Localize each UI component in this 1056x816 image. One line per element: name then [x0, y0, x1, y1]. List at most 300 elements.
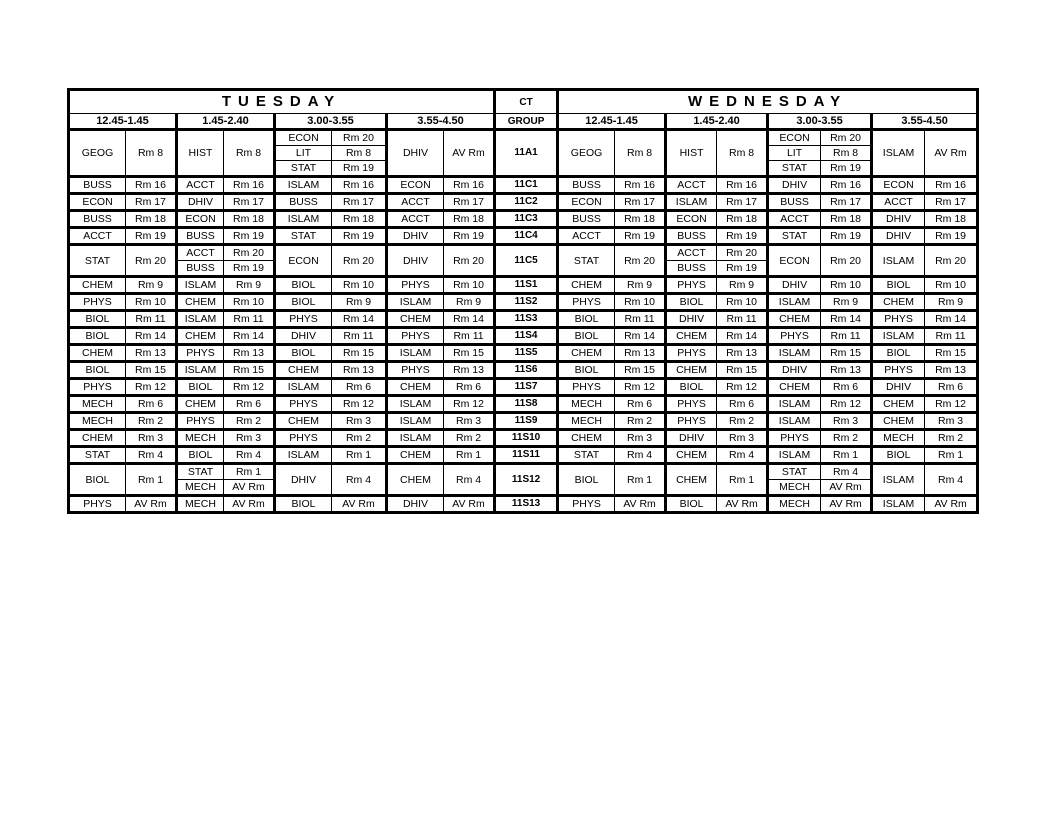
room-cell: Rm 18 — [821, 211, 872, 228]
subject-cell: ISLAM — [872, 245, 925, 277]
room-cell: Rm 18 — [925, 211, 978, 228]
subject-cell: BIOL — [69, 464, 126, 496]
subject-cell: DHIV — [275, 464, 332, 496]
subject-cell: BIOL — [275, 294, 332, 311]
subject-cell: DHIV — [387, 245, 444, 277]
subject-cell: BUSS — [666, 228, 717, 245]
subject-cell: ISLAM — [666, 194, 717, 211]
room-cell: Rm 4 — [444, 464, 495, 496]
subject-cell: ISLAM — [177, 311, 224, 328]
subject-cell: STAT — [275, 161, 332, 177]
room-cell: Rm 18 — [224, 211, 275, 228]
group-header-label: GROUP — [495, 114, 558, 130]
room-cell: Rm 19 — [717, 261, 768, 277]
subject-cell: CHEM — [69, 430, 126, 447]
subject-cell: CHEM — [768, 379, 821, 396]
room-cell: Rm 19 — [717, 228, 768, 245]
room-cell: Rm 8 — [615, 130, 666, 177]
group-cell: 11S13 — [495, 496, 558, 513]
subject-cell: BIOL — [558, 464, 615, 496]
room-cell: Rm 4 — [224, 447, 275, 464]
room-cell: Rm 19 — [126, 228, 177, 245]
room-cell: Rm 1 — [126, 464, 177, 496]
subject-cell: STAT — [558, 447, 615, 464]
subject-cell: ISLAM — [275, 211, 332, 228]
subject-cell: ECON — [768, 130, 821, 146]
subject-cell: ECON — [872, 177, 925, 194]
subject-cell: PHYS — [275, 396, 332, 413]
group-cell: 11S12 — [495, 464, 558, 496]
room-cell: Rm 13 — [444, 362, 495, 379]
room-cell: Rm 20 — [821, 130, 872, 146]
subject-cell: MECH — [177, 430, 224, 447]
room-cell: Rm 20 — [126, 245, 177, 277]
subject-cell: PHYS — [69, 294, 126, 311]
subject-cell: BIOL — [275, 345, 332, 362]
room-cell: Rm 10 — [224, 294, 275, 311]
subject-cell: PHYS — [872, 362, 925, 379]
subject-cell: ISLAM — [387, 413, 444, 430]
room-cell: Rm 1 — [332, 447, 387, 464]
room-cell: Rm 10 — [444, 277, 495, 294]
subject-cell: CHEM — [69, 277, 126, 294]
subject-cell: BIOL — [69, 328, 126, 345]
room-cell: Rm 19 — [615, 228, 666, 245]
subject-cell: LIT — [275, 146, 332, 161]
subject-cell: ACCT — [387, 211, 444, 228]
room-cell: Rm 15 — [332, 345, 387, 362]
subject-cell: CHEM — [666, 362, 717, 379]
subject-cell: ECON — [69, 194, 126, 211]
table-row — [69, 194, 978, 211]
room-cell: Rm 14 — [444, 311, 495, 328]
room-cell: AV Rm — [821, 480, 872, 496]
table-row — [69, 362, 978, 379]
room-cell: Rm 2 — [717, 413, 768, 430]
room-cell: Rm 6 — [615, 396, 666, 413]
subject-cell: ISLAM — [387, 345, 444, 362]
subject-cell: ECON — [275, 245, 332, 277]
room-cell: Rm 8 — [332, 146, 387, 161]
room-cell: Rm 12 — [224, 379, 275, 396]
time-slot-header: 1.45-2.40 — [177, 114, 275, 130]
room-cell: Rm 2 — [224, 413, 275, 430]
room-cell: Rm 17 — [126, 194, 177, 211]
subject-cell: ISLAM — [872, 496, 925, 513]
room-cell: Rm 3 — [717, 430, 768, 447]
subject-cell: BIOL — [69, 311, 126, 328]
subject-cell: BUSS — [275, 194, 332, 211]
subject-cell: DHIV — [387, 496, 444, 513]
subject-cell: ACCT — [872, 194, 925, 211]
room-cell: Rm 2 — [925, 430, 978, 447]
subject-cell: CHEM — [666, 447, 717, 464]
room-cell: Rm 13 — [821, 362, 872, 379]
subject-cell: CHEM — [666, 464, 717, 496]
room-cell: Rm 15 — [444, 345, 495, 362]
subject-cell: CHEM — [558, 345, 615, 362]
room-cell: AV Rm — [615, 496, 666, 513]
room-cell: Rm 6 — [444, 379, 495, 396]
room-cell: Rm 3 — [126, 430, 177, 447]
subject-cell: BUSS — [558, 211, 615, 228]
subject-cell: BUSS — [177, 261, 224, 277]
group-cell: 11S5 — [495, 345, 558, 362]
room-cell: AV Rm — [332, 496, 387, 513]
room-cell: Rm 6 — [224, 396, 275, 413]
subject-cell: STAT — [768, 161, 821, 177]
room-cell: Rm 8 — [821, 146, 872, 161]
subject-cell: DHIV — [872, 211, 925, 228]
room-cell: Rm 6 — [717, 396, 768, 413]
room-cell: AV Rm — [444, 496, 495, 513]
subject-cell: PHYS — [387, 362, 444, 379]
subject-cell: BIOL — [558, 311, 615, 328]
room-cell: Rm 9 — [615, 277, 666, 294]
time-slot-header: 1.45-2.40 — [666, 114, 768, 130]
subject-cell: DHIV — [666, 430, 717, 447]
room-cell: Rm 20 — [224, 245, 275, 261]
room-cell: Rm 2 — [821, 430, 872, 447]
group-cell: 11S7 — [495, 379, 558, 396]
room-cell: Rm 14 — [126, 328, 177, 345]
room-cell: Rm 9 — [821, 294, 872, 311]
room-cell: AV Rm — [126, 496, 177, 513]
time-slot-header: 12.45-1.45 — [558, 114, 666, 130]
room-cell: Rm 2 — [444, 430, 495, 447]
group-cell: 11S3 — [495, 311, 558, 328]
subject-cell: ECON — [666, 211, 717, 228]
table-row — [69, 447, 978, 464]
time-slot-header: 3.00-3.55 — [275, 114, 387, 130]
group-cell: 11C1 — [495, 177, 558, 194]
subject-cell: ISLAM — [768, 396, 821, 413]
room-cell: Rm 15 — [224, 362, 275, 379]
subject-cell: CHEM — [177, 294, 224, 311]
table-row — [69, 311, 978, 328]
room-cell: AV Rm — [925, 130, 978, 177]
room-cell: Rm 11 — [615, 311, 666, 328]
room-cell: Rm 13 — [224, 345, 275, 362]
room-cell: Rm 20 — [925, 245, 978, 277]
room-cell: Rm 17 — [224, 194, 275, 211]
subject-cell: BIOL — [558, 362, 615, 379]
subject-cell: PHYS — [666, 345, 717, 362]
table-row — [69, 396, 978, 413]
subject-cell: PHYS — [275, 311, 332, 328]
room-cell: Rm 3 — [615, 430, 666, 447]
room-cell: Rm 13 — [332, 362, 387, 379]
subject-cell: ISLAM — [872, 328, 925, 345]
subject-cell: DHIV — [387, 130, 444, 177]
room-cell: Rm 12 — [717, 379, 768, 396]
room-cell: Rm 18 — [717, 211, 768, 228]
subject-cell: ACCT — [768, 211, 821, 228]
group-cell: 11C3 — [495, 211, 558, 228]
subject-cell: ISLAM — [387, 430, 444, 447]
room-cell: Rm 3 — [332, 413, 387, 430]
subject-cell: MECH — [768, 480, 821, 496]
room-cell: Rm 13 — [615, 345, 666, 362]
subject-cell: LIT — [768, 146, 821, 161]
room-cell: Rm 10 — [126, 294, 177, 311]
room-cell: Rm 11 — [224, 311, 275, 328]
room-cell: Rm 11 — [332, 328, 387, 345]
subject-cell: ACCT — [177, 245, 224, 261]
room-cell: Rm 4 — [615, 447, 666, 464]
room-cell: Rm 6 — [925, 379, 978, 396]
room-cell: Rm 14 — [615, 328, 666, 345]
subject-cell: BIOL — [275, 277, 332, 294]
room-cell: Rm 19 — [821, 161, 872, 177]
subject-cell: PHYS — [275, 430, 332, 447]
room-cell: Rm 12 — [126, 379, 177, 396]
subject-cell: BIOL — [872, 447, 925, 464]
day-header-tuesday: TUESDAY — [69, 90, 495, 114]
room-cell: Rm 19 — [444, 228, 495, 245]
room-cell: Rm 17 — [615, 194, 666, 211]
room-cell: Rm 14 — [717, 328, 768, 345]
room-cell: Rm 9 — [332, 294, 387, 311]
subject-cell: BUSS — [69, 177, 126, 194]
subject-cell: PHYS — [558, 496, 615, 513]
subject-cell: PHYS — [69, 496, 126, 513]
room-cell: Rm 4 — [126, 447, 177, 464]
subject-cell: CHEM — [387, 464, 444, 496]
room-cell: Rm 11 — [717, 311, 768, 328]
subject-cell: PHYS — [768, 328, 821, 345]
table-row — [69, 345, 978, 362]
subject-cell: MECH — [558, 413, 615, 430]
subject-cell: STAT — [69, 447, 126, 464]
room-cell: Rm 10 — [821, 277, 872, 294]
room-cell: Rm 14 — [925, 311, 978, 328]
room-cell: Rm 12 — [444, 396, 495, 413]
room-cell: Rm 20 — [332, 245, 387, 277]
subject-cell: BUSS — [69, 211, 126, 228]
table-row — [69, 211, 978, 228]
subject-cell: BUSS — [768, 194, 821, 211]
group-cell: 11A1 — [495, 130, 558, 177]
room-cell: Rm 20 — [717, 245, 768, 261]
room-cell: Rm 13 — [717, 345, 768, 362]
room-cell: Rm 19 — [332, 161, 387, 177]
subject-cell: STAT — [177, 464, 224, 480]
group-cell: 11C4 — [495, 228, 558, 245]
subject-cell: CHEM — [387, 447, 444, 464]
room-cell: Rm 15 — [821, 345, 872, 362]
room-cell: Rm 15 — [717, 362, 768, 379]
room-cell: Rm 4 — [717, 447, 768, 464]
group-cell: 11S11 — [495, 447, 558, 464]
room-cell: Rm 11 — [925, 328, 978, 345]
room-cell: Rm 2 — [332, 430, 387, 447]
room-cell: Rm 20 — [444, 245, 495, 277]
subject-cell: PHYS — [177, 345, 224, 362]
subject-cell: DHIV — [872, 228, 925, 245]
table-row — [69, 228, 978, 245]
subject-cell: BUSS — [558, 177, 615, 194]
room-cell: Rm 10 — [717, 294, 768, 311]
group-cell: 11S1 — [495, 277, 558, 294]
subject-cell: ACCT — [69, 228, 126, 245]
subject-cell: DHIV — [768, 277, 821, 294]
subject-cell: PHYS — [666, 413, 717, 430]
subject-cell: CHEM — [387, 379, 444, 396]
room-cell: Rm 16 — [717, 177, 768, 194]
room-cell: Rm 11 — [126, 311, 177, 328]
subject-cell: PHYS — [387, 277, 444, 294]
subject-cell: CHEM — [872, 413, 925, 430]
room-cell: Rm 11 — [444, 328, 495, 345]
room-cell: Rm 18 — [615, 211, 666, 228]
subject-cell: BIOL — [558, 328, 615, 345]
subject-cell: ACCT — [177, 177, 224, 194]
subject-cell: BUSS — [177, 228, 224, 245]
subject-cell: CHEM — [177, 396, 224, 413]
subject-cell: ECON — [387, 177, 444, 194]
room-cell: Rm 1 — [925, 447, 978, 464]
room-cell: Rm 6 — [332, 379, 387, 396]
time-slot-header: 3.00-3.55 — [768, 114, 872, 130]
group-cell: 11S8 — [495, 396, 558, 413]
room-cell: Rm 1 — [821, 447, 872, 464]
time-slot-header: 12.45-1.45 — [69, 114, 177, 130]
subject-cell: MECH — [872, 430, 925, 447]
subject-cell: MECH — [69, 396, 126, 413]
room-cell: Rm 17 — [332, 194, 387, 211]
subject-cell: ISLAM — [768, 345, 821, 362]
subject-cell: DHIV — [387, 228, 444, 245]
subject-cell: GEOG — [69, 130, 126, 177]
timetable — [67, 88, 979, 514]
subject-cell: BIOL — [177, 447, 224, 464]
subject-cell: HIST — [666, 130, 717, 177]
room-cell: Rm 12 — [925, 396, 978, 413]
room-cell: AV Rm — [224, 496, 275, 513]
subject-cell: STAT — [768, 464, 821, 480]
room-cell: Rm 4 — [332, 464, 387, 496]
subject-cell: CHEM — [177, 328, 224, 345]
subject-cell: ACCT — [387, 194, 444, 211]
room-cell: Rm 3 — [224, 430, 275, 447]
room-cell: Rm 16 — [332, 177, 387, 194]
room-cell: Rm 4 — [821, 464, 872, 480]
subject-cell: ISLAM — [177, 277, 224, 294]
subject-cell: BIOL — [872, 277, 925, 294]
room-cell: Rm 10 — [332, 277, 387, 294]
room-cell: Rm 15 — [126, 362, 177, 379]
room-cell: Rm 2 — [126, 413, 177, 430]
room-cell: Rm 1 — [224, 464, 275, 480]
subject-cell: MECH — [558, 396, 615, 413]
subject-cell: BIOL — [666, 294, 717, 311]
room-cell: Rm 16 — [444, 177, 495, 194]
subject-cell: DHIV — [666, 311, 717, 328]
room-cell: Rm 10 — [925, 277, 978, 294]
room-cell: Rm 16 — [821, 177, 872, 194]
room-cell: Rm 19 — [224, 261, 275, 277]
timetable-body — [69, 130, 978, 513]
room-cell: Rm 13 — [925, 362, 978, 379]
group-cell: 11S9 — [495, 413, 558, 430]
room-cell: Rm 1 — [717, 464, 768, 496]
room-cell: Rm 2 — [615, 413, 666, 430]
room-cell: Rm 8 — [717, 130, 768, 177]
table-row — [69, 245, 978, 261]
subject-cell: ECON — [275, 130, 332, 146]
subject-cell: CHEM — [872, 396, 925, 413]
subject-cell: BIOL — [666, 379, 717, 396]
subject-cell: ISLAM — [387, 396, 444, 413]
room-cell: AV Rm — [444, 130, 495, 177]
room-cell: Rm 14 — [332, 311, 387, 328]
room-cell: Rm 4 — [925, 464, 978, 496]
subject-cell: PHYS — [177, 413, 224, 430]
room-cell: Rm 19 — [821, 228, 872, 245]
room-cell: Rm 9 — [925, 294, 978, 311]
group-cell: 11S4 — [495, 328, 558, 345]
subject-cell: ISLAM — [387, 294, 444, 311]
room-cell: Rm 9 — [126, 277, 177, 294]
subject-cell: CHEM — [558, 430, 615, 447]
ct-header-label: CT — [495, 90, 558, 114]
room-cell: Rm 13 — [126, 345, 177, 362]
subject-cell: HIST — [177, 130, 224, 177]
room-cell: Rm 16 — [615, 177, 666, 194]
subject-cell: STAT — [768, 228, 821, 245]
time-slot-header: 3.55-4.50 — [872, 114, 978, 130]
subject-cell: CHEM — [275, 362, 332, 379]
room-cell: Rm 1 — [444, 447, 495, 464]
subject-cell: BUSS — [666, 261, 717, 277]
subject-cell: PHYS — [387, 328, 444, 345]
table-row — [69, 328, 978, 345]
time-slot-header: 3.55-4.50 — [387, 114, 495, 130]
subject-cell: ISLAM — [872, 130, 925, 177]
room-cell: Rm 10 — [615, 294, 666, 311]
group-cell: 11S10 — [495, 430, 558, 447]
subject-cell: CHEM — [666, 328, 717, 345]
subject-cell: ECON — [768, 245, 821, 277]
room-cell: Rm 1 — [615, 464, 666, 496]
table-row — [69, 130, 978, 146]
group-cell: 11S6 — [495, 362, 558, 379]
table-row — [69, 277, 978, 294]
table-row — [69, 430, 978, 447]
subject-cell: STAT — [275, 228, 332, 245]
room-cell: Rm 19 — [224, 228, 275, 245]
room-cell: Rm 8 — [126, 130, 177, 177]
day-header-wednesday: WEDNESDAY — [558, 90, 978, 114]
subject-cell: PHYS — [768, 430, 821, 447]
subject-cell: GEOG — [558, 130, 615, 177]
subject-cell: ECON — [558, 194, 615, 211]
room-cell: Rm 11 — [821, 328, 872, 345]
subject-cell: ISLAM — [872, 464, 925, 496]
room-cell: Rm 17 — [821, 194, 872, 211]
subject-cell: DHIV — [768, 362, 821, 379]
table-row — [69, 177, 978, 194]
subject-cell: ISLAM — [768, 447, 821, 464]
room-cell: Rm 17 — [717, 194, 768, 211]
room-cell: Rm 20 — [332, 130, 387, 146]
subject-cell: DHIV — [177, 194, 224, 211]
room-cell: Rm 3 — [444, 413, 495, 430]
subject-cell: MECH — [177, 480, 224, 496]
subject-cell: ISLAM — [177, 362, 224, 379]
room-cell: Rm 8 — [224, 130, 275, 177]
